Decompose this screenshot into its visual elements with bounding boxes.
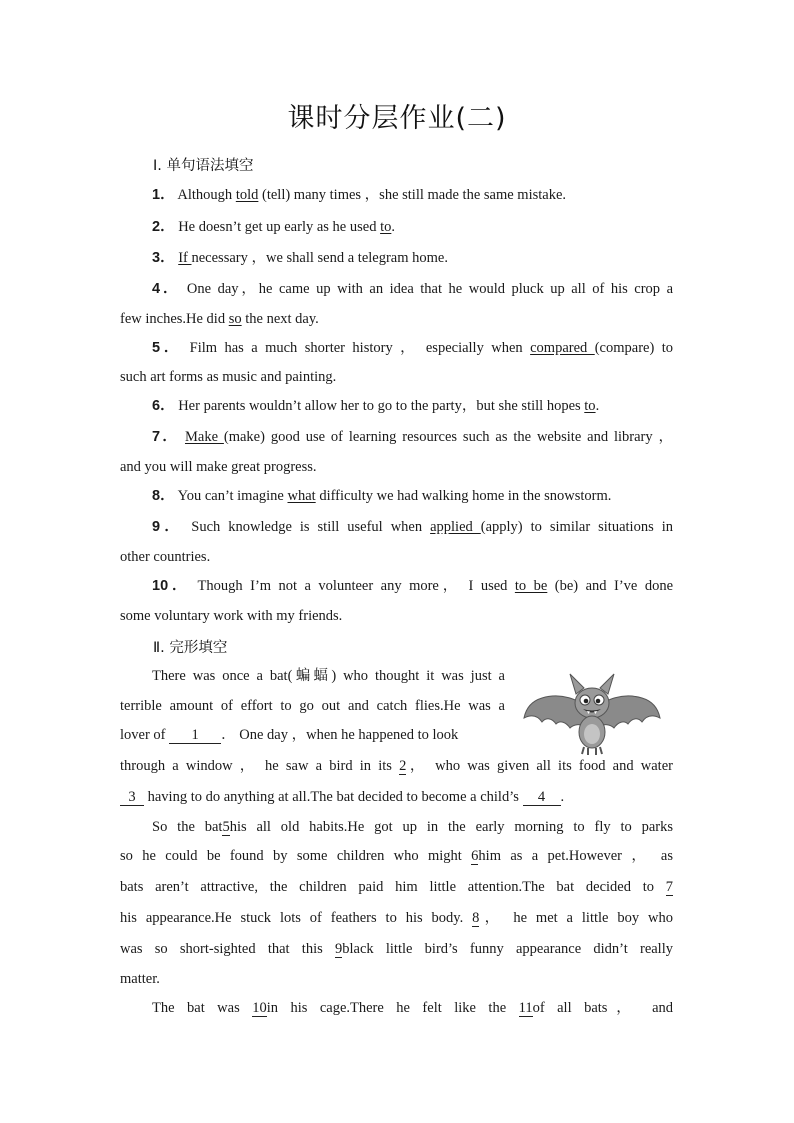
question-text: (apply) to similar situations in [480, 519, 673, 535]
cloze-p1-line-2: terrible amount of effort to go out and catch flies.He was a [120, 698, 505, 714]
answer: If [178, 250, 192, 266]
cloze-p1-line-3 [120, 726, 458, 744]
blank-11: 11 [518, 1000, 533, 1016]
question-text: One day，he came up with an idea that he would pluck up all of his crop a [186, 281, 674, 297]
blank-2: 2 [399, 758, 407, 774]
question-text: (compare) to [594, 340, 673, 356]
bat-icon [522, 670, 662, 758]
question-text: . [391, 219, 395, 235]
question-text: Though I’m not a volunteer any more， I used [197, 578, 515, 594]
answer: so [228, 311, 242, 327]
question-4-line-2 [120, 310, 319, 328]
cloze-p2-line-2 [120, 847, 673, 865]
question-text: (make) good use of learning resources such as the website and library ， [223, 429, 673, 445]
question-text: . [595, 398, 600, 414]
question-10-line-1 [152, 577, 673, 595]
blank-8: 8 [472, 910, 480, 926]
section-heading-cloze: Ⅱ. 完形填空 [153, 640, 228, 656]
cloze-text: The bat was [152, 1000, 253, 1016]
question-2 [152, 218, 395, 236]
question-number: 7． [152, 429, 180, 445]
blank-3: 3 [120, 790, 144, 806]
cloze-p3-line-1 [152, 999, 673, 1017]
cloze-text: black little bird’s funny appearance didn’t really [342, 941, 673, 957]
blank-6: 6 [471, 848, 479, 864]
question-8 [152, 487, 611, 505]
question-number: 6． [152, 398, 175, 414]
question-text: necessary ，we shall send a telegram home. [191, 250, 448, 266]
question-text: (tell) many times ，she still made the same mistake. [258, 187, 567, 203]
question-text: Although [177, 187, 236, 203]
question-text: the next day. [241, 311, 319, 327]
blank-7: 7 [665, 879, 673, 895]
question-9-line-2: other countries. [120, 549, 211, 565]
cloze-p1-line-5 [120, 788, 564, 806]
question-number: 4． [152, 281, 181, 297]
cloze-text: his all old habits.He got up in the early morning to fly to parks [229, 819, 673, 835]
blank-5: 5 [222, 819, 230, 835]
question-text: He doesn’t get up early as he used [178, 219, 381, 235]
question-number: 5． [152, 340, 183, 356]
cloze-text: his appearance.He stuck lots of feathers to his body. [120, 910, 473, 926]
cloze-text: . [560, 789, 565, 805]
question-number: 3． [152, 250, 175, 266]
question-number: 1． [152, 187, 175, 203]
cloze-text: in his cage.There he felt like the [266, 1000, 519, 1016]
question-number: 2． [152, 219, 175, 235]
answer: Make [184, 429, 224, 445]
cloze-p1-line-4 [120, 757, 673, 775]
cloze-p2-line-3 [120, 878, 673, 896]
question-text: Film has a much shorter history ， especially when [189, 340, 531, 356]
answer: told [235, 187, 259, 203]
question-text: Her parents wouldn’t allow her to go to the party，but she still hopes [178, 398, 585, 414]
cloze-text: So the bat [152, 819, 223, 835]
cloze-p1-line-1: There was once a bat(蝙蝠) who thought it was just a [152, 668, 505, 684]
answer: what [287, 488, 316, 504]
cloze-p2-line-1 [152, 818, 673, 836]
cloze-text: ， who was given all its food and water [406, 758, 673, 774]
cloze-text: having to do anything at all.The bat decided to become a child’s [144, 789, 523, 805]
blank-10: 10 [252, 1000, 267, 1016]
cloze-text: lover of [120, 727, 170, 743]
question-3 [152, 249, 448, 267]
question-7-line-2: and you will make great progress. [120, 459, 317, 475]
answer: to [584, 398, 596, 414]
blank-9: 9 [334, 941, 343, 957]
answer: to be [514, 578, 548, 594]
cloze-text: him as a pet.However ， as [478, 848, 673, 864]
answer: applied [430, 519, 481, 535]
question-text: You can’t imagine [177, 488, 288, 504]
question-9-line-1 [152, 518, 673, 536]
question-number: 9． [152, 519, 184, 535]
question-4-line-1 [152, 280, 673, 298]
answer: to [380, 219, 392, 235]
question-text: difficulty we had walking home in the snowstorm. [315, 488, 612, 504]
section-heading-grammar: Ⅰ. 单句语法填空 [153, 158, 254, 174]
cloze-text: was so short-sighted that this [120, 941, 335, 957]
cloze-text: of all bats， and [532, 1000, 674, 1016]
page-title: 课时分层作业(二) [287, 103, 507, 134]
cloze-text: bats aren’t attractive, the children paid him little attention.The bat decided to [120, 879, 666, 895]
cloze-text: so he could be found by some children who might [120, 848, 472, 864]
question-7-line-1 [152, 428, 673, 446]
cloze-p2-line-5 [120, 940, 673, 958]
question-text: Such knowledge is still useful when [191, 519, 431, 535]
cloze-p2-line-6: matter. [120, 971, 160, 987]
question-number: 10． [152, 578, 191, 594]
cloze-text: ， he met a little boy who [479, 910, 673, 926]
question-5-line-1 [152, 339, 673, 357]
cloze-p2-line-4 [120, 909, 673, 927]
question-1 [152, 186, 566, 204]
cloze-text: through a window ， he saw a bird in its [120, 758, 400, 774]
cloze-text: ． One day ，when he happened to look [221, 727, 459, 743]
question-5-line-2: such art forms as music and painting. [120, 369, 337, 385]
answer: compared [530, 340, 595, 356]
blank-1: 1 [169, 728, 221, 744]
question-10-line-2: some voluntary work with my friends. [120, 608, 343, 624]
question-text: (be) and I’ve done [547, 578, 673, 594]
question-text: few inches.He did [120, 311, 229, 327]
question-number: 8． [152, 488, 175, 504]
blank-4: 4 [523, 790, 561, 806]
question-6 [152, 397, 599, 415]
